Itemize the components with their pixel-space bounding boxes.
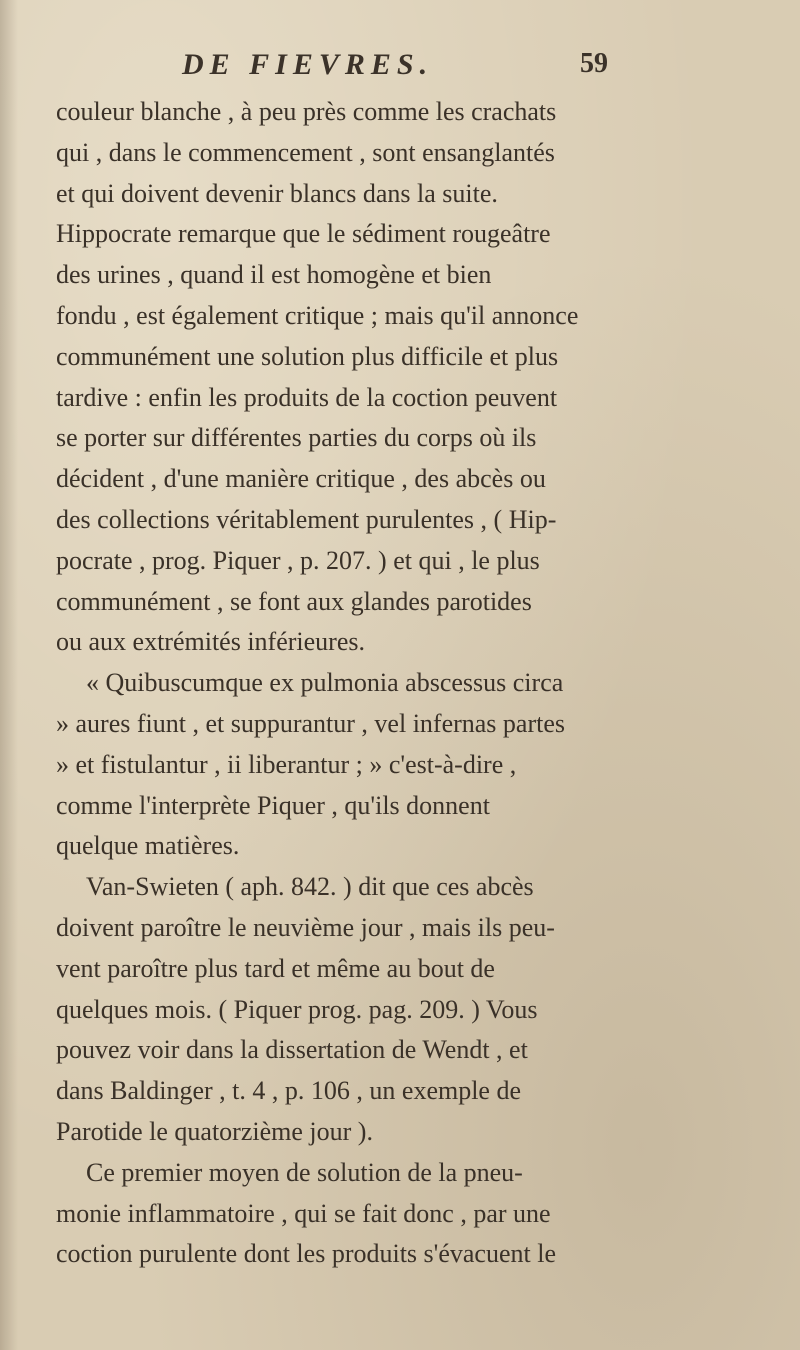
- text-line: des urines , quand il est homogène et bien: [56, 260, 492, 290]
- text-line-quote: » et fistulantur , ii liberantur ; » c'est-à-dire ,: [56, 749, 517, 779]
- text-line: comme l'interprète Piquer , qu'ils donnent: [56, 790, 490, 820]
- text-line: communément , se font aux glandes parotides: [56, 586, 532, 616]
- text-line: communément une solution plus difficile et plus: [56, 341, 559, 371]
- text-line: pocrate , prog. Piquer , p. 207. ) et qui , le plus: [56, 545, 540, 575]
- text-line-paragraph-start: Van-Swieten ( aph. 842. ) dit que ces abcès: [86, 872, 534, 902]
- text-line: quelques mois. ( Piquer prog. pag. 209. ) Vous: [56, 994, 538, 1024]
- text-line: Parotide le quatorzième jour ).: [56, 1116, 373, 1146]
- text-line: doivent paroître le neuvième jour , mais ils peu-: [56, 912, 555, 942]
- text-line: Hippocrate remarque que le sédiment rougeâtre: [56, 219, 551, 249]
- page-gutter-shadow: [0, 0, 18, 1350]
- text-line: coction purulente dont les produits s'évacuent le: [56, 1239, 556, 1269]
- text-line: tardive : enfin les produits de la coction peuvent: [56, 382, 558, 412]
- text-line: pouvez voir dans la dissertation de Wendt , et: [56, 1035, 528, 1065]
- text-line: et qui doivent devenir blancs dans la suite.: [56, 178, 498, 208]
- text-line: qui , dans le commencement , sont ensanglantés: [56, 137, 555, 167]
- text-line-quote: » aures fiunt , et suppurantur , vel infernas partes: [56, 708, 566, 738]
- text-line: vent paroître plus tard et même au bout de: [56, 953, 495, 983]
- text-line: monie inflammatoire , qui se fait donc , par une: [56, 1198, 551, 1228]
- page-header: [0, 48, 800, 88]
- running-head: DE FIEVRES.: [182, 48, 434, 81]
- text-line-quote: « Quibuscumque ex pulmonia abscessus circa: [86, 668, 564, 698]
- text-line: couleur blanche , à peu près comme les crachats: [56, 97, 557, 126]
- text-line: des collections véritablement purulentes , ( Hip-: [56, 504, 557, 534]
- page-number: 59: [580, 48, 608, 79]
- text-line: décident , d'une manière critique , des abcès ou: [56, 464, 546, 494]
- text-line: se porter sur différentes parties du corps où ils: [56, 423, 537, 453]
- body-text: [56, 92, 756, 1275]
- text-line: quelque matières.: [56, 831, 240, 861]
- text-line: fondu , est également critique ; mais qu'il annonce: [56, 300, 579, 330]
- text-line-paragraph-start: Ce premier moyen de solution de la pneu-: [86, 1157, 523, 1187]
- text-line: ou aux extrémités inférieures.: [56, 627, 365, 657]
- text-line: dans Baldinger , t. 4 , p. 106 , un exemple de: [56, 1076, 522, 1106]
